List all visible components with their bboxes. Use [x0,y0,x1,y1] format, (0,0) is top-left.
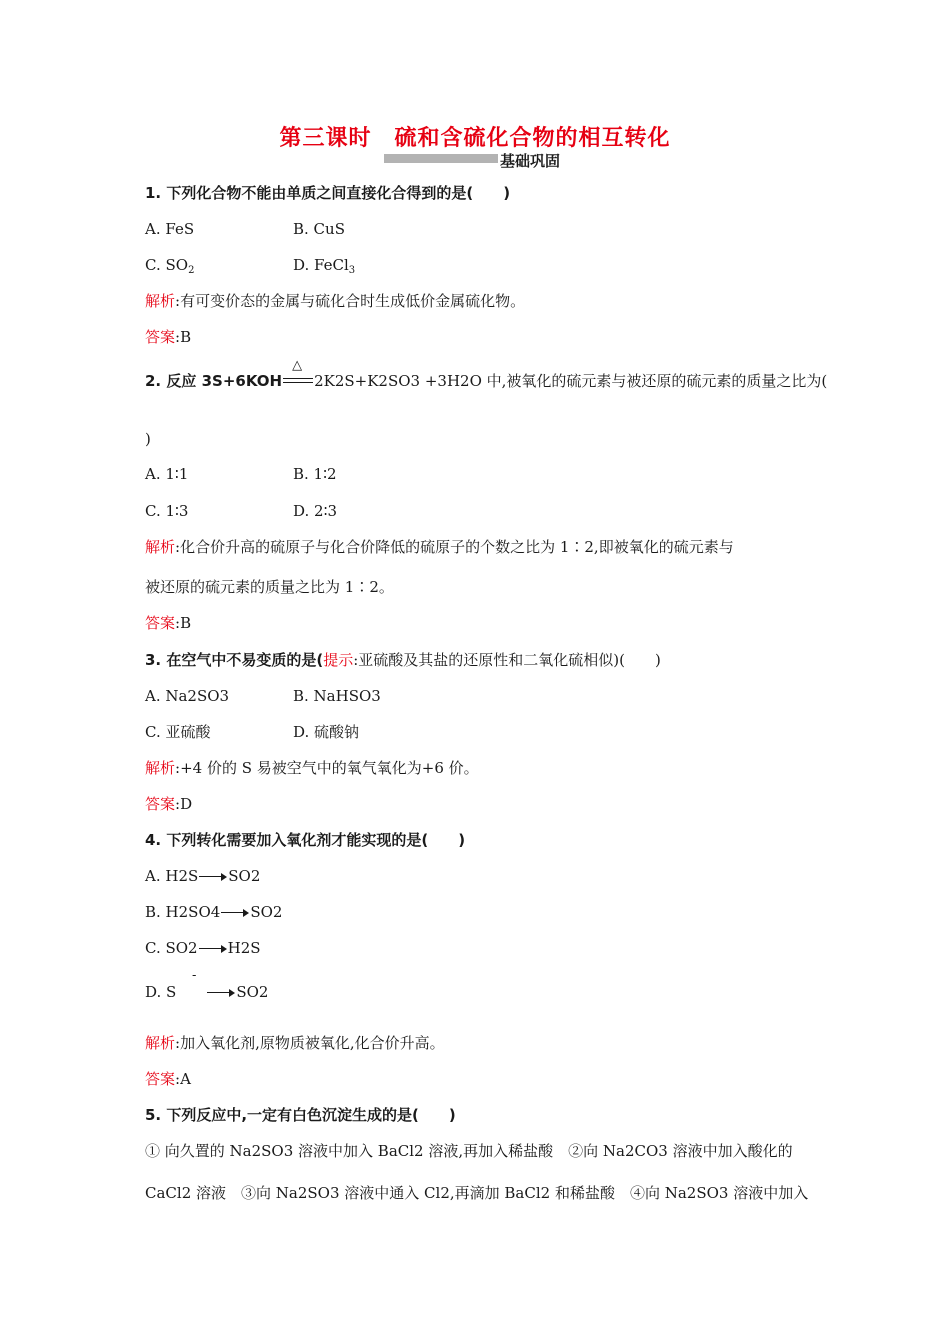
q4-option-d: D. S SO2 [145,983,269,1001]
q2-option-d: D. 2∶3 [293,502,338,520]
q5-stem: 5. 下列反应中,一定有白色沉淀生成的是( ) [145,1106,456,1124]
q4-option-d-mark: - [192,968,197,983]
arrow-icon [199,872,227,882]
q1-answer: 答案:B [145,328,192,346]
q1-option-a: A. FeS [145,220,195,238]
q1-option-d: D. FeCl$_3$ [293,256,356,276]
q3-answer: 答案:D [145,795,193,813]
heating-condition-sign: △ [283,374,313,386]
section-label: 基础巩固 [500,152,561,170]
q3-option-a: A. Na2SO3 [145,687,230,705]
q4-stem: 4. 下列转化需要加入氧化剂才能实现的是( ) [145,831,466,849]
q1-option-c: C. $SO_2$ [145,256,195,276]
q4-answer: 答案:A [145,1070,191,1088]
arrow-icon [207,988,235,998]
q1-explanation: 解析:有可变价态的金属与硫化合时生成低价金属硫化物。 [145,292,526,310]
q2-answer: 答案:B [145,614,192,632]
q4-option-c: C. SO2 H2S [145,939,261,957]
q3-stem: 3. 在空气中不易变质的是(提示:亚硫酸及其盐的还原性和二氧化硫相似)( ) [145,651,661,669]
arrow-icon [199,944,227,954]
q3-option-d: D. 硫酸钠 [293,723,360,741]
q4-option-a: A. H2S SO2 [145,867,261,885]
q2-stem: 2. 反应 3S+6KOH △ 2K2S+K2SO3 +3H2O 中,被氧化的硫元素与被还原的硫元素的质量之比为( [145,358,828,390]
q3-option-b: B. NaHSO3 [293,687,381,705]
q2-explanation: 解析:化合价升高的硫原子与化合价降低的硫原子的个数之比为 1∶2,即被氧化的硫元素与 [145,538,734,556]
q1-option-b: B. CuS [293,220,345,238]
q3-explanation: 解析:+4 价的 S 易被空气中的氧气氧化为+6 价。 [145,759,479,777]
q3-option-c: C. 亚硫酸 [145,723,211,741]
q2-option-b: B. 1∶2 [293,465,337,483]
q2-explanation-cont: 被还原的硫元素的质量之比为 1∶2。 [145,578,394,596]
q5-statements-line-2: CaCl2 溶液 ③向 Na2SO3 溶液中通入 Cl2,再滴加 BaCl2 和稀盐酸 ④向 Na2SO3 溶液中加入 [145,1184,809,1202]
q2-option-a: A. 1∶1 [145,465,189,483]
section-bar [384,154,498,163]
q4-explanation: 解析:加入氧化剂,原物质被氧化,化合价升高。 [145,1034,445,1052]
q2-option-c: C. 1∶3 [145,502,189,520]
q1-stem: 1. 下列化合物不能由单质之间直接化合得到的是( ) [145,184,511,202]
q4-option-b: B. H2SO4 SO2 [145,903,283,921]
arrow-icon [221,908,249,918]
q5-statements-line-1: ① 向久置的 Na2SO3 溶液中加入 BaCl2 溶液,再加入稀盐酸 ②向 Na2CO3 溶液中加入酸化的 [145,1142,793,1160]
page-title: 第三课时 硫和含硫化合物的相互转化 [279,126,671,151]
q2-stem-close: ) [145,430,151,448]
